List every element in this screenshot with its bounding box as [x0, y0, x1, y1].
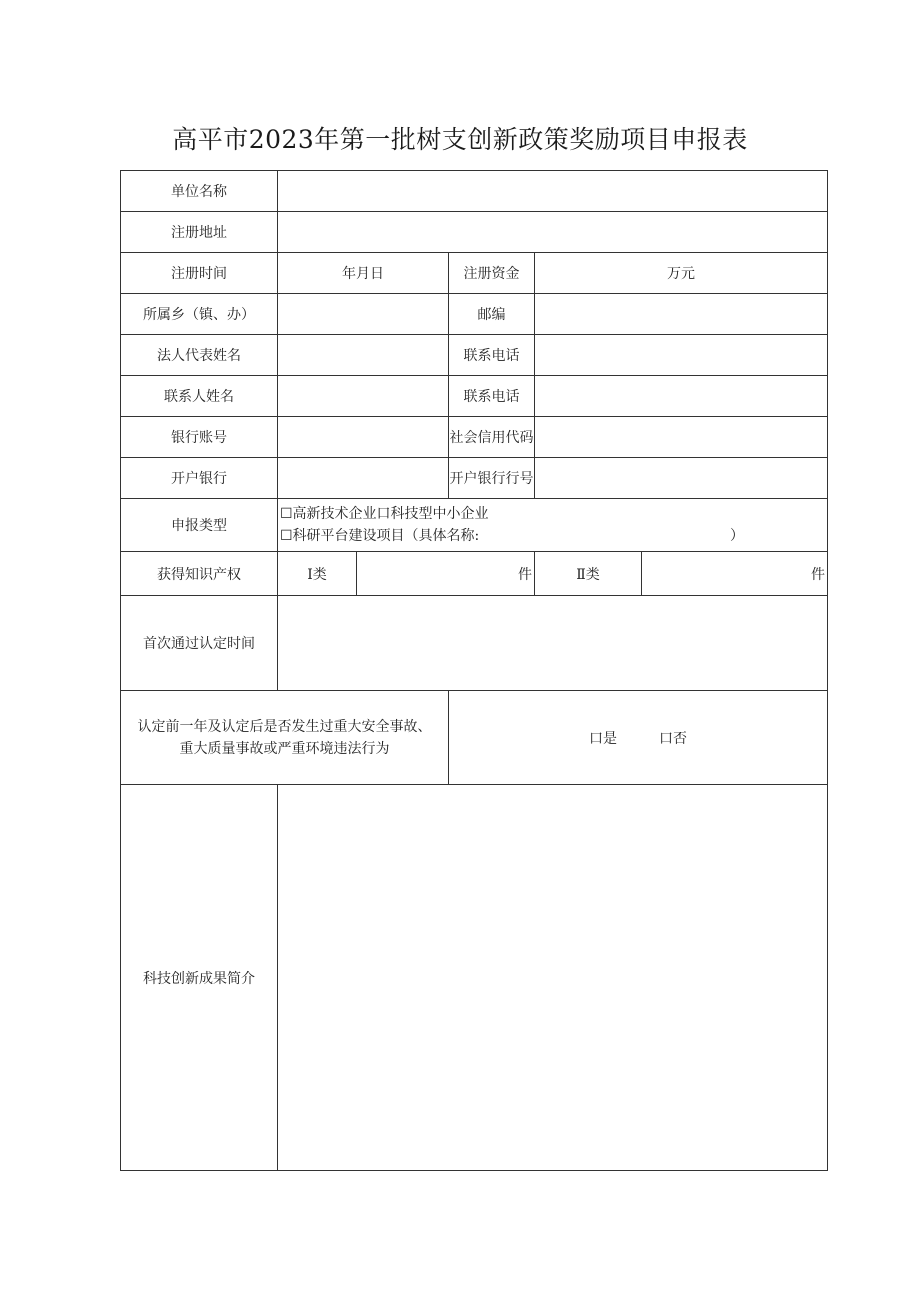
row-apply-type: [121, 499, 828, 552]
achievement-field[interactable]: [278, 785, 828, 1171]
apply-type-label: 申报类型: [121, 499, 278, 552]
phone-field-1[interactable]: [535, 335, 828, 376]
apply-type-option-2[interactable]: [280, 525, 827, 547]
township-label: 所属乡（镇、办）: [121, 294, 278, 335]
risk-no-checkbox[interactable]: 口否: [659, 730, 687, 747]
unit-name-field[interactable]: [278, 171, 828, 212]
ip-class2-label: Ⅱ类: [535, 552, 642, 596]
ip-label: 获得知识产权: [121, 552, 278, 596]
risk-yes-checkbox[interactable]: 口是: [589, 730, 617, 747]
credit-code-field[interactable]: [535, 417, 828, 458]
reg-time-label: 注册时间: [121, 253, 278, 294]
contact-name-field[interactable]: [278, 376, 449, 417]
risk-answer: [449, 691, 828, 785]
bank-code-field[interactable]: [535, 458, 828, 499]
reg-address-label: 注册地址: [121, 212, 278, 253]
bank-account-label: 银行账号: [121, 417, 278, 458]
reg-address-field[interactable]: [278, 212, 828, 253]
application-form-table: [120, 170, 828, 1171]
apply-type-option-2-text: ☐科研平台建设项目（具体名称:: [280, 528, 480, 544]
achievement-label: 科技创新成果简介: [121, 785, 278, 1171]
reg-capital-field[interactable]: 万元: [535, 253, 828, 294]
bank-field[interactable]: [278, 458, 449, 499]
first-cert-label: 首次通过认定时间: [121, 596, 278, 691]
reg-capital-label: 注册资金: [449, 253, 535, 294]
ip-class1-label: Ⅰ类: [278, 552, 357, 596]
postcode-label: 邮编: [449, 294, 535, 335]
form-title: 高平市2023年第一批树支创新政策奖励项目申报表: [172, 125, 748, 154]
legal-rep-field[interactable]: [278, 335, 449, 376]
row-legal-rep: [121, 335, 828, 376]
ip-class1-count-field[interactable]: 件: [357, 552, 535, 596]
row-achievement: [121, 785, 828, 1171]
bank-label: 开户银行: [121, 458, 278, 499]
bank-account-field[interactable]: [278, 417, 449, 458]
row-bank: [121, 458, 828, 499]
apply-type-options: [278, 499, 828, 552]
row-township: [121, 294, 828, 335]
apply-type-option-2-close: ）: [730, 528, 744, 544]
row-reg-address: [121, 212, 828, 253]
apply-type-option-1[interactable]: ☐高新技术企业口科技型中小企业: [280, 506, 489, 522]
row-contact: [121, 376, 828, 417]
postcode-field[interactable]: [535, 294, 828, 335]
unit-name-label: 单位名称: [121, 171, 278, 212]
risk-question-line1: 认定前一年及认定后是否发生过重大安全事故、: [137, 718, 432, 735]
row-risk: [121, 691, 828, 785]
row-bank-account: [121, 417, 828, 458]
row-unit-name: [121, 171, 828, 212]
credit-code-label: 社会信用代码: [449, 417, 535, 458]
reg-time-field[interactable]: 年月日: [278, 253, 449, 294]
contact-name-label: 联系人姓名: [121, 376, 278, 417]
township-field[interactable]: [278, 294, 449, 335]
phone-label-1: 联系电话: [449, 335, 535, 376]
row-ip: [121, 552, 828, 596]
first-cert-field[interactable]: [278, 596, 828, 691]
bank-code-label: 开户银行行号: [449, 458, 535, 499]
ip-class2-count-field[interactable]: 件: [642, 552, 828, 596]
phone-field-2[interactable]: [535, 376, 828, 417]
risk-question-line2: 重大质量事故或严重环境违法行为: [179, 740, 390, 757]
legal-rep-label: 法人代表姓名: [121, 335, 278, 376]
phone-label-2: 联系电话: [449, 376, 535, 417]
row-reg-time: [121, 253, 828, 294]
risk-question-label: [121, 691, 449, 785]
row-first-cert: [121, 596, 828, 691]
